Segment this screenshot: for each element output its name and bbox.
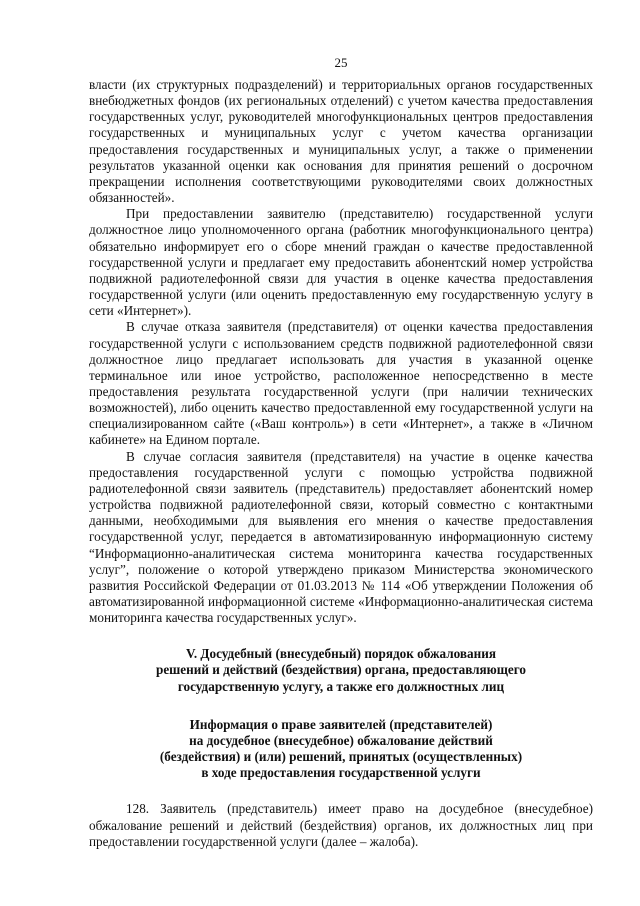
subheading-line: на досудебное (внесудебное) обжалование действий [189, 732, 493, 748]
subheading-line: (бездействия) и (или) решений, принятых (осуществленных) [159, 749, 523, 765]
document-page [89, 55, 593, 850]
spacer [89, 626, 593, 646]
section-heading-line: V. Досудебный (внесудебный) порядок обжалования [186, 646, 496, 662]
paragraph-128: 128. Заявитель (представитель) имеет право на досудебное (внесудебное) обжалование решений и действий (бездействия) органов, их должностных лиц при предоставлении государственной услуги (далее – жалоба). [89, 801, 593, 849]
subheading-line: в ходе предоставления государственной услуги [201, 765, 481, 781]
spacer [89, 695, 593, 717]
section-heading-line: государственную услугу, а также его должностных лиц [177, 678, 505, 694]
paragraph-inform-about-survey: При предоставлении заявителю (представителю) государственной услуги должностное лицо уполномоченного органа (работник многофункционального центра) обязательно информирует его о сборе мнений граждан о качестве предоставленной государственной услуги и предлагает ему предоставить абонентский номер устройства подвижной радиотелефонной связи для участия в оценке качества предоставления государственной услуги (или оценить предоставленную ему государственную услугу в сети «Интернет»). [89, 206, 593, 319]
spacer [89, 781, 593, 801]
page-number: 25 [334, 55, 348, 70]
subheading-line: Информация о праве заявителей (представителей) [189, 716, 493, 732]
section-heading [89, 646, 593, 694]
paragraph-continued: власти (их структурных подразделений) и территориальных органов государственных внебюджетных фондов (их региональных отделений) с учетом качества предоставления государственных услуг, руководителей многофункциональных центров предоставления государственных и муниципальных услуг с учетом качества организации предоставления государственных и муниципальных услуг, а также о применении результатов указанной оценки как основания для принятия решений о досрочном прекращении исполнения соответствующими руководителями своих должностных обязанностей». [89, 77, 593, 206]
paragraph-consent-case: В случае согласия заявителя (представителя) на участие в оценке качества предоставления государственной услуги с помощью устройства подвижной радиотелефонной связи заявитель (представитель) предоставляет абонентский номер устройства подвижной радиотелефонной связи, который совместно с контактными данными, необходимыми для выявления его мнения о качестве предоставления государственной услуг, передается в автоматизированную информационную систему “Информационно-аналитическая система мониторинга качества государственных услуг”, положение о которой утверждено приказом Министерства экономического развития Российской Федерации от 01.03.2013 № 114 «Об утверждении Положения об автоматизированной информационной системе «Информационно-аналитическая система мониторинга качества государственных услуг». [89, 448, 593, 626]
section-heading-line: решений и действий (бездействия) органа, предоставляющего [155, 662, 526, 678]
paragraph-refusal-case: В случае отказа заявителя (представителя) от оценки качества предоставления государственной услуги с использованием средств подвижной радиотелефонной связи должностное лицо предлагает использовать для участия в указанной оценке терминальное или иное устройство, расположенное непосредственно в месте предоставления результата государственной услуги (при наличии технических возможностей), либо оценить качество предоставленной ему государственной услуги на специализированном сайте («Ваш контроль») в сети «Интернет», а также в «Личном кабинете» на Едином портале. [89, 319, 593, 448]
subheading [89, 717, 593, 782]
